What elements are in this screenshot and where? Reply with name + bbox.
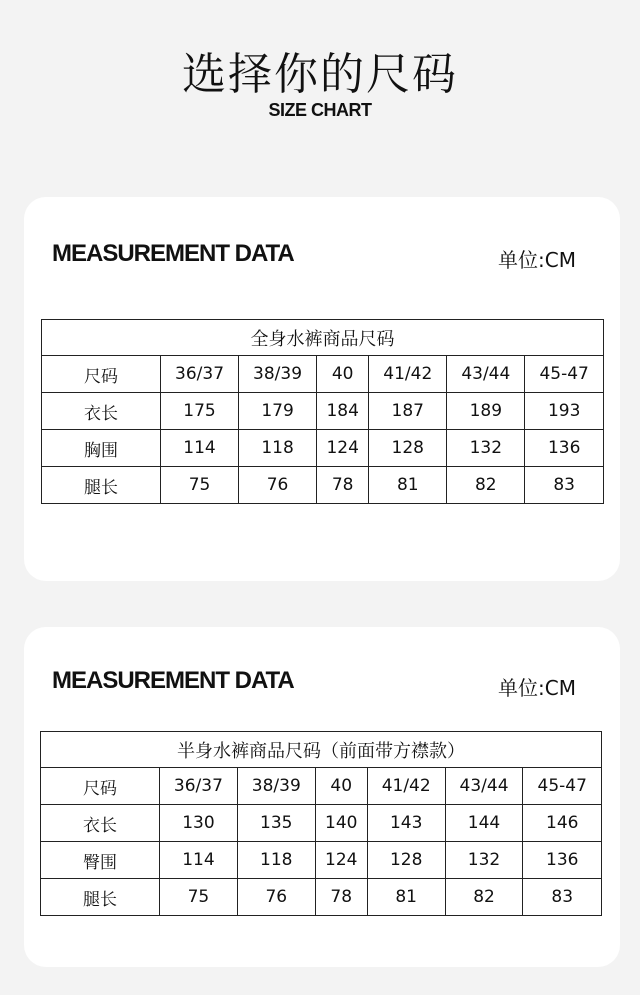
page-subtitle: SIZE CHART xyxy=(268,100,372,120)
size-table xyxy=(40,731,602,916)
table-cell: 193 xyxy=(525,393,604,430)
table-caption: 半身水裤商品尺码（前面带方襟款） xyxy=(41,732,602,768)
table-cell: 143 xyxy=(367,805,445,842)
table-cell: 179 xyxy=(239,393,317,430)
card-heading: MEASUREMENT DATA xyxy=(52,667,294,694)
table-cell: 38/39 xyxy=(237,768,315,805)
unit-label: 单位:CM xyxy=(498,676,576,700)
table-row xyxy=(41,879,602,916)
table-cell: 75 xyxy=(160,879,238,916)
table-cell: 130 xyxy=(160,805,238,842)
table-cell: 140 xyxy=(315,805,367,842)
table-cell: 189 xyxy=(447,393,525,430)
table-cell: 184 xyxy=(317,393,369,430)
page-title: 选择你的尺码 xyxy=(182,49,458,100)
row-label-cell: 胸围 xyxy=(42,430,161,467)
table-cell: 81 xyxy=(367,879,445,916)
table-cell: 36/37 xyxy=(161,356,239,393)
table-cell: 45-47 xyxy=(523,768,602,805)
card-heading: MEASUREMENT DATA xyxy=(52,240,294,267)
table-cell: 83 xyxy=(523,879,602,916)
table-cell: 82 xyxy=(447,467,525,504)
row-label-cell: 臀围 xyxy=(41,842,160,879)
full-suit-size-card xyxy=(24,197,620,581)
table-cell: 81 xyxy=(369,467,447,504)
table-row xyxy=(41,842,602,879)
size-table xyxy=(41,319,604,504)
row-label-cell: 衣长 xyxy=(41,805,160,842)
table-cell: 41/42 xyxy=(369,356,447,393)
table-cell: 114 xyxy=(160,842,238,879)
table-cell: 43/44 xyxy=(445,768,523,805)
table-row xyxy=(42,393,604,430)
table-cell: 40 xyxy=(317,356,369,393)
table-cell: 124 xyxy=(315,842,367,879)
table-cell: 38/39 xyxy=(239,356,317,393)
row-label-cell: 尺码 xyxy=(42,356,161,393)
row-label-cell: 尺码 xyxy=(41,768,160,805)
table-cell: 75 xyxy=(161,467,239,504)
table-cell: 128 xyxy=(369,430,447,467)
table-cell: 124 xyxy=(317,430,369,467)
table-header-row xyxy=(41,768,602,805)
table-cell: 76 xyxy=(239,467,317,504)
table-cell: 146 xyxy=(523,805,602,842)
table-cell: 43/44 xyxy=(447,356,525,393)
unit-label: 单位:CM xyxy=(498,248,576,272)
table-cell: 40 xyxy=(315,768,367,805)
row-label-cell: 腿长 xyxy=(41,879,160,916)
table-row xyxy=(42,430,604,467)
row-label-cell: 腿长 xyxy=(42,467,161,504)
table-row xyxy=(42,467,604,504)
table-cell: 132 xyxy=(445,842,523,879)
table-cell: 144 xyxy=(445,805,523,842)
table-cell: 76 xyxy=(237,879,315,916)
table-cell: 187 xyxy=(369,393,447,430)
table-cell: 132 xyxy=(447,430,525,467)
table-cell: 175 xyxy=(161,393,239,430)
table-cell: 128 xyxy=(367,842,445,879)
table-cell: 78 xyxy=(315,879,367,916)
table-row xyxy=(41,805,602,842)
table-caption: 全身水裤商品尺码 xyxy=(42,320,604,356)
table-cell: 118 xyxy=(239,430,317,467)
row-label-cell: 衣长 xyxy=(42,393,161,430)
table-cell: 82 xyxy=(445,879,523,916)
table-cell: 118 xyxy=(237,842,315,879)
half-suit-size-card xyxy=(24,627,620,967)
table-cell: 83 xyxy=(525,467,604,504)
table-cell: 114 xyxy=(161,430,239,467)
table-cell: 78 xyxy=(317,467,369,504)
table-header-row xyxy=(42,356,604,393)
table-cell: 36/37 xyxy=(160,768,238,805)
table-cell: 136 xyxy=(525,430,604,467)
table-cell: 41/42 xyxy=(367,768,445,805)
table-cell: 135 xyxy=(237,805,315,842)
table-cell: 136 xyxy=(523,842,602,879)
table-cell: 45-47 xyxy=(525,356,604,393)
